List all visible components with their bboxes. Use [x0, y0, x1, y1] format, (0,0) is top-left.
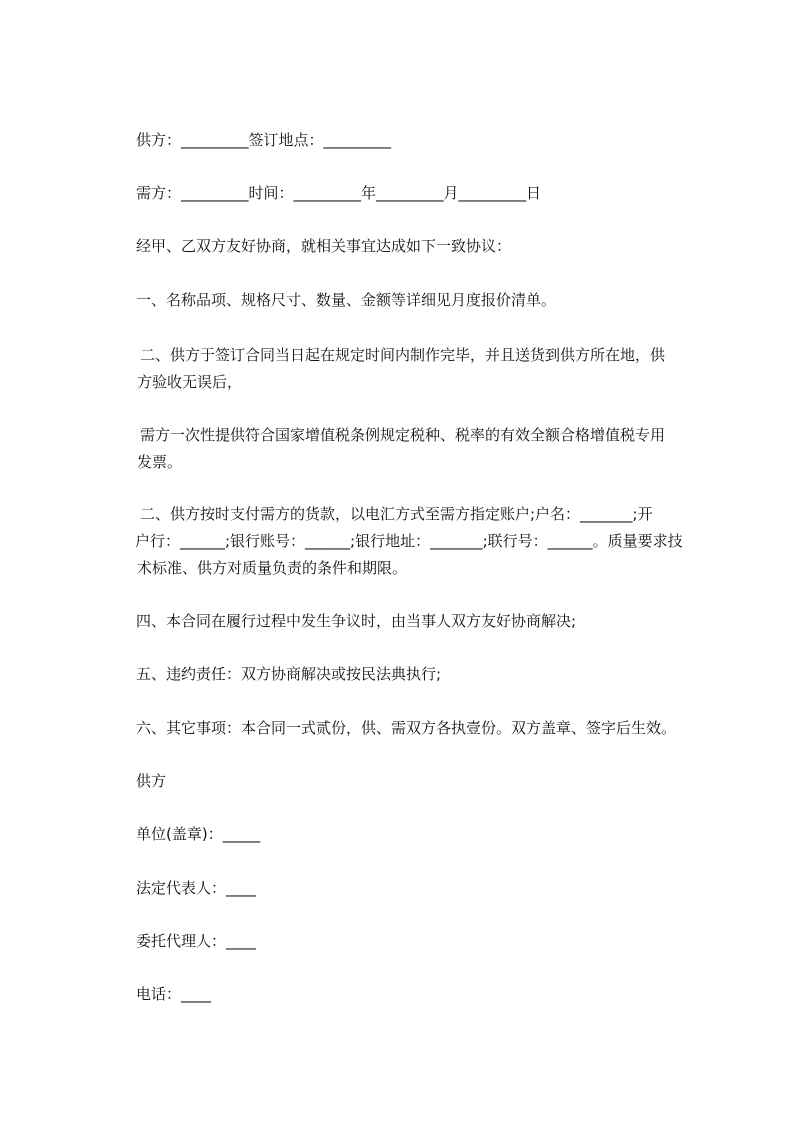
clause-2-line-1: 二、供方于签订合同当日起在规定时间内制作完毕，并且送货到供方所在地，供 — [140, 346, 666, 364]
clause-3-line-1: 二、供方按时支付需方的货款，以电汇方式至需方指定账户;户名：_______;开 — [140, 505, 653, 523]
signature-party: 供方 — [136, 772, 167, 790]
clause-3-line-2: 户行：______;银行账号：______;银行地址：_______;联行号：______。质量要求技 — [135, 532, 683, 550]
signature-agent: 委托代理人：____ — [136, 932, 257, 950]
invoice-line-1: 需方一次性提供符合国家增值税条例规定税种、税率的有效全额合格增值税专用 — [140, 426, 666, 444]
clause-5: 五、违约责任：双方协商解决或按民法典执行; — [136, 665, 442, 683]
signature-legal-rep: 法定代表人：____ — [136, 879, 257, 897]
signature-unit: 单位(盖章)：_____ — [136, 825, 261, 843]
clause-3-line-3: 术标准、供方对质量负责的条件和期限。 — [137, 559, 408, 577]
invoice-line-2: 发票。 — [137, 453, 183, 471]
buyer-line: 需方：_________时间：_________年_________月_________日 — [136, 184, 542, 202]
signature-phone: 电话：____ — [136, 985, 212, 1003]
supplier-line: 供方：_________签订地点：_________ — [136, 131, 392, 149]
clause-2-line-2: 方验收无误后， — [137, 373, 243, 391]
clause-1: 一、名称品项、规格尺寸、数量、金额等详细见月度报价清单。 — [136, 291, 557, 309]
intro-paragraph: 经甲、乙双方友好协商，就相关事宜达成如下一致协议： — [136, 237, 512, 255]
clause-4: 四、本合同在履行过程中发生争议时，由当事人双方友好协商解决; — [136, 612, 577, 630]
clause-6: 六、其它事项：本合同一式贰份，供、需双方各执壹份。双方盖章、签字后生效。 — [136, 719, 677, 737]
